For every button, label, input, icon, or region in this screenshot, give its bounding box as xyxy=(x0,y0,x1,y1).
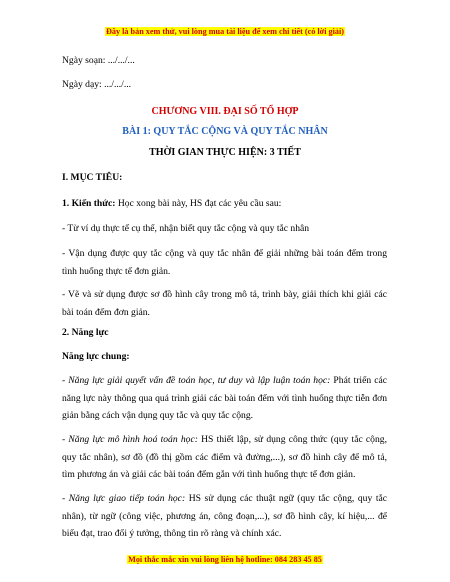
knowledge-text: Học xong bài này, HS đạt các yêu cầu sau: xyxy=(115,198,282,209)
knowledge-item-3: - Vẽ và sử dụng được sơ đồ hình cây trong mô tả, trình bày, giải thích khi giải các bài toán đếm đơn giản. xyxy=(62,289,387,318)
chapter-title: CHƯƠNG VIII. ĐẠI SỐ TỔ HỢP xyxy=(151,106,299,117)
knowledge-item-2: - Vận dụng được quy tắc cộng và quy tắc nhân để giải những bài toán đếm trong tình huống thực tế đơn giản. xyxy=(62,248,387,277)
competence-1-label: - Năng lực giải quyết vấn đề toán học, tư duy và lập luận toán học: xyxy=(62,375,331,386)
general-competence: Năng lực chung: xyxy=(62,351,130,362)
knowledge-label: 1. Kiến thức: xyxy=(62,198,116,209)
section-objectives: I. MỤC TIÊU: xyxy=(62,172,123,183)
competence-3-label: - Năng lực giao tiếp toán học: xyxy=(62,493,186,504)
preview-banner-text: Đây là bản xem thử, vui lòng mua tài liệu để xem chi tiết (có lời giải) xyxy=(105,27,344,36)
competence-1-text: Phát triển các năng lực này thông qua quá trình giải các bài toán đếm với tình huống thực tiễn đơn giản bằng cách vận dụng quy tắc và quy tắc cộng. xyxy=(62,375,387,421)
knowledge-item-1: - Từ ví dụ thực tế cụ thể, nhận biết quy tắc cộng và quy tắc nhân xyxy=(62,223,310,234)
preview-banner xyxy=(0,27,450,36)
duration: THỜI GIAN THỰC HIỆN: 3 TIẾT xyxy=(149,147,301,158)
competence-item-1 xyxy=(62,372,387,425)
date-prepared: Ngày soạn: .../.../... xyxy=(62,55,135,66)
competence-item-3 xyxy=(62,490,387,543)
knowledge-line xyxy=(62,198,281,209)
competence-2-text: HS thiết lập, sử dụng công thức (quy tắc cộng, quy tắc nhân), sơ đồ (đồ thị gồm các điểm và đường,...), sơ đồ hình cây để mô tả, tìm phương án và giải các bài toán đếm gắn với tình huống thực tế đơn giản. xyxy=(62,434,387,480)
hotline-banner-text: Mọi thắc mắc xin vui lòng liên hệ hotline: 084 283 45 85 xyxy=(128,555,322,564)
section-competence: 2. Năng lực xyxy=(62,327,109,338)
lesson-title: BÀI 1: QUY TẮC CỘNG VÀ QUY TẮC NHÂN xyxy=(122,126,328,137)
competence-2-label: - Năng lực mô hình hoá toán học: xyxy=(62,434,198,445)
competence-item-2 xyxy=(62,431,387,484)
competence-3-text: HS sử dụng các thuật ngữ (quy tắc cộng, quy tắc nhân), từ ngữ (công việc, phương án, công đoạn,...), sơ đồ hình cây, kí hiệu,... để biểu đạt, trao đổi ý tưởng, thông tin rõ ràng và chính xác. xyxy=(62,493,387,539)
date-teach: Ngày dạy: .../.../... xyxy=(62,79,132,90)
hotline-banner xyxy=(0,555,450,564)
